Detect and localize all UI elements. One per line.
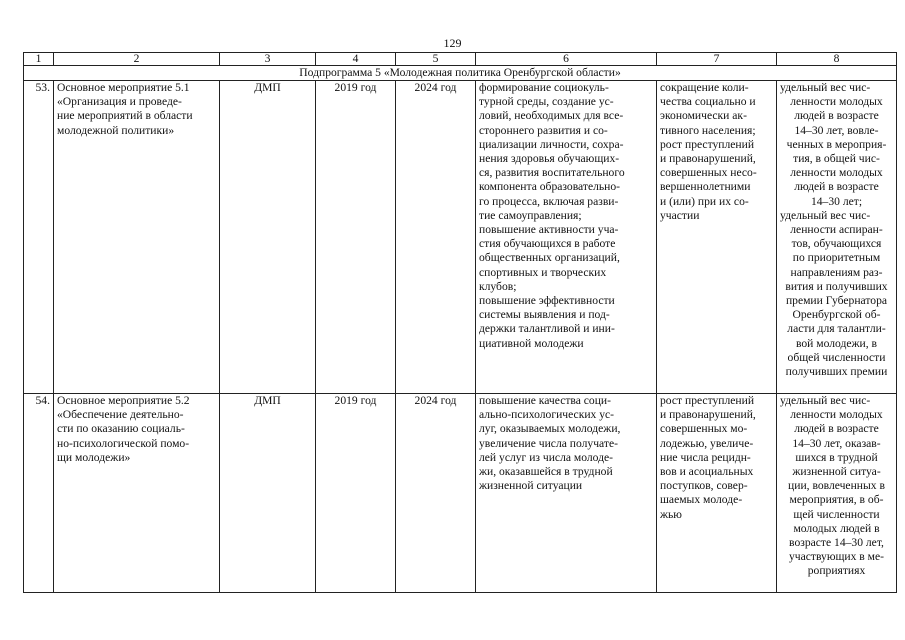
column-header: 4 [316,53,396,66]
text-line: вов и асоциальных [660,465,754,479]
text-line: ленности аспиран- [790,223,883,237]
text-line: спортивных и творческих [479,265,607,279]
column-header: 2 [54,53,220,66]
text-line: 14–30 лет, оказав- [792,436,881,450]
text-line: тивного населения; [660,123,756,137]
end-year: 2024 год [396,81,476,394]
text-line: ленности молодых [790,166,883,180]
expected-result [476,81,657,394]
expected-result [476,394,657,593]
text-line: шихся в трудной [795,450,878,464]
column-header: 8 [777,53,897,66]
text-line: сокращение коли- [660,81,749,94]
text-line: молодежной политики» [57,123,175,137]
text-line: и правонарушений, [660,152,756,166]
text-line: держки талантливой и ини- [479,322,615,336]
text-line: ние числа рецидн- [660,450,751,464]
text-line: участвующих в ме- [788,550,885,564]
text-line: 14–30 лет; [810,194,863,208]
text-line: нения здоровья обучающих- [479,152,620,166]
text-line: ции, вовлеченных в [788,479,885,493]
text-line: тов, обучающихся [791,237,882,251]
related-indicators [777,81,897,394]
text-line: рост преступлений [660,137,755,151]
text-line: щей численности [793,507,880,521]
table-row [24,394,897,593]
text-line: Основное мероприятие 5.1 [57,81,190,94]
column-header: 6 [476,53,657,66]
text-line: вития и получивших [785,279,888,293]
table-row [24,81,897,394]
text-line: жизненной ситуации [479,479,583,493]
text-line: ально-психологических ус- [479,408,615,422]
text-line: формирование социокуль- [479,81,609,94]
start-year: 2019 год [316,394,396,593]
column-header: 5 [396,53,476,66]
related-indicators [777,394,897,593]
text-line: по приоритетным [792,251,881,265]
text-line: ловий, необходимых для все- [479,109,624,123]
text-line: «Организация и проведе- [57,95,182,109]
text-line: премии Губернатора [785,294,888,308]
start-year: 2019 год [316,81,396,394]
text-line: циализации личности, сохра- [479,137,624,151]
end-year: 2024 год [396,394,476,593]
column-header: 3 [220,53,316,66]
text-line: лодежью, увеличе- [660,436,754,450]
text-line: щи молодежи» [57,450,131,464]
text-line: ленности молодых [790,408,883,422]
text-line: и правонарушений, [660,408,756,422]
text-line: направлениям раз- [790,265,883,279]
text-line: повышение эффективности [479,294,615,308]
text-line: чества социально и [660,95,756,109]
text-line: ласти для талантли- [787,322,886,336]
row-number: 54. [24,394,54,593]
text-line: экономически ак- [660,109,747,123]
text-line: луг, оказываемых молодежи, [479,422,621,436]
text-line: и (или) при их со- [660,194,749,208]
text-line: общей численности [787,350,886,364]
column-header: 7 [657,53,777,66]
text-line: удельный вес чис- [780,81,871,94]
text-line: жью [660,507,682,521]
text-line: лей услуг из числа молоде- [479,450,614,464]
activity-name [54,81,220,394]
text-line: совершенных мо- [660,422,748,436]
text-line: тия, в общей чис- [793,152,880,166]
non-implementation-consequences [657,81,777,394]
text-line: системы выявления и под- [479,308,610,322]
text-line: возрасте 14–30 лет, [789,536,884,550]
text-line: Оренбургской об- [792,308,881,322]
text-line: молодых людей в [793,521,880,535]
text-line: вой молодежи, в [795,336,878,350]
text-line: стороннего развития и со- [479,123,608,137]
column-header-row [24,53,897,66]
text-line: людей в возрасте [794,422,879,436]
text-line: участии [660,208,700,222]
text-line: роприятиях [807,564,866,578]
text-line: жи, оказавшейся в трудной [479,465,613,479]
text-line: удельный вес чис- [780,208,871,222]
activity-name [54,394,220,593]
subprogram-row [24,66,897,81]
text-line: ся, развития воспитательного [479,166,625,180]
text-line: 14–30 лет, вовле- [794,123,879,137]
text-line: ние мероприятий в области [57,109,193,123]
text-line: общественных организаций, [479,251,620,265]
executor: ДМП [220,81,316,394]
text-line: клубов; [479,279,517,293]
text-line: удельный вес чис- [780,394,871,407]
text-line: поступков, совер- [660,479,748,493]
text-line: повышение качества соци- [479,394,611,407]
text-line: ленности молодых [790,95,883,109]
text-line: стия обучающихся в работе [479,237,616,251]
text-line: рост преступлений [660,394,755,407]
text-line: циативной молодежи [479,336,584,350]
text-line: сти по оказанию социаль- [57,422,185,436]
text-line: получивших премии [785,365,888,379]
program-table [23,52,897,593]
text-line: тие самоуправления; [479,208,582,222]
text-line: мероприятия, в об- [789,493,884,507]
text-line: «Обеспечение деятельно- [57,408,184,422]
text-line: увеличение числа получате- [479,436,618,450]
text-line: людей в возрасте [794,109,879,123]
non-implementation-consequences [657,394,777,593]
text-line: шаемых молоде- [660,493,743,507]
page-number: 129 [443,36,462,50]
text-line: ченных в мероприя- [786,137,887,151]
column-header: 1 [24,53,54,66]
text-line: жизненной ситуа- [792,465,881,479]
text-line: турной среды, создание ус- [479,95,614,109]
text-line: компонента образовательно- [479,180,621,194]
text-line: повышение активности уча- [479,223,619,237]
text-line: го процесса, включая разви- [479,194,619,208]
row-number: 53. [24,81,54,394]
text-line: вершеннолетними [660,180,751,194]
text-line: людей в возрасте [794,180,879,194]
subprogram-title: Подпрограмма 5 «Молодежная политика Оренбургской области» [24,66,897,81]
executor: ДМП [220,394,316,593]
text-line: совершенных несо- [660,166,757,180]
text-line: но-психологической помо- [57,436,190,450]
text-line: Основное мероприятие 5.2 [57,394,190,407]
